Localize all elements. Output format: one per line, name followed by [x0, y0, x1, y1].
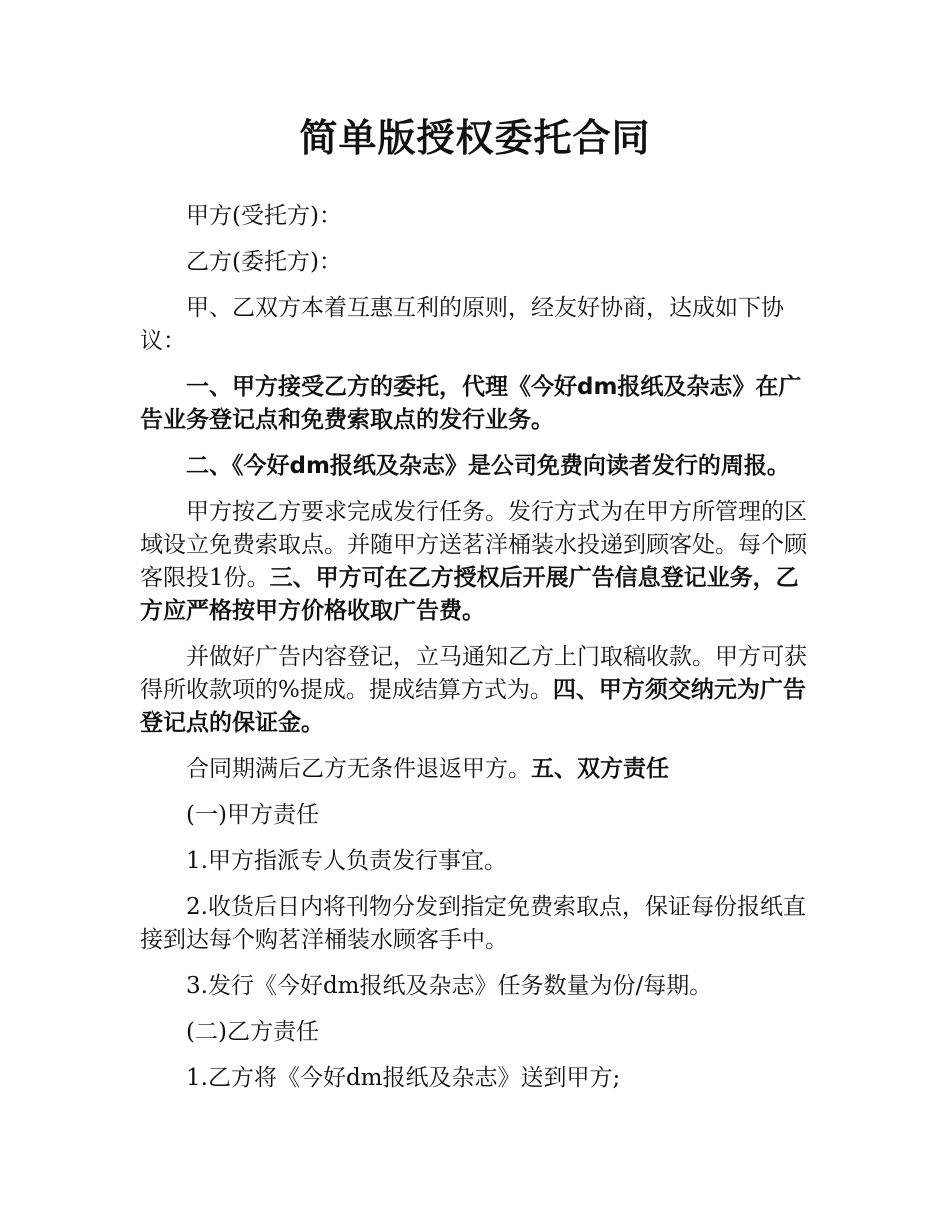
preamble-text: 甲、乙双方本着互惠互利的原则，经友好协商，达成如下协议：: [140, 295, 784, 354]
party-a-duty-3: [140, 970, 820, 1003]
party-b-duties-heading: [140, 1016, 820, 1049]
clause-2-text: 二、《今好dm报纸及杂志》是公司免费向读者发行的周报。: [186, 453, 790, 479]
clause-2-detail-paragraph: [140, 496, 820, 628]
clause-4-heading-text: 四、甲方须交纳元为广告登记点的保证金。: [140, 677, 806, 736]
party-b-text: 乙方(委托方)：: [186, 249, 342, 275]
clause-2-detail-text: 甲方按乙方要求完成发行任务。发行方式为在甲方所管理的区域设立免费索取点。并随甲方送茗洋桶装水投递到顾客处。每个顾客限投1份。: [140, 499, 807, 591]
party-b-duty-1: [140, 1062, 820, 1095]
document-title: 简单版授权委托合同: [299, 116, 651, 160]
party-a-duty-1-text: 1.甲方指派专人负责发行事宜。: [186, 848, 507, 874]
party-a-duty-2-text: 2.收货后日内将刊物分发到指定免费索取点，保证每份报纸直接到达每个购茗洋桶装水顾客手中。: [140, 894, 806, 953]
party-a-duties-heading: [140, 799, 820, 832]
party-a-duty-1: [140, 845, 820, 878]
clause-2-paragraph: [140, 450, 820, 483]
clause-1-paragraph: [140, 371, 820, 437]
clause-5-heading-text: 五、双方责任: [531, 756, 669, 782]
party-a-text: 甲方(受托方)：: [186, 203, 342, 229]
clause-1-text: 一、甲方接受乙方的委托，代理《今好dm报纸及杂志》在广告业务登记点和免费索取点的发行业务。: [140, 374, 802, 433]
clause-3-detail-text: 并做好广告内容登记，立马通知乙方上门取稿收款。甲方可获得所收款项的%提成。提成结算方式为。: [140, 644, 807, 703]
clause-4-detail-text: 合同期满后乙方无条件退返甲方。: [186, 756, 531, 782]
preamble-paragraph: [140, 292, 820, 358]
document-body: [140, 200, 820, 1108]
party-b-duties-heading-text: (二)乙方责任: [186, 1019, 319, 1045]
party-a-duty-3-text: 3.发行《今好dm报纸及杂志》任务数量为份/每期。: [186, 973, 713, 999]
clause-4-detail-paragraph: [140, 753, 820, 786]
party-b-line: [140, 246, 820, 279]
party-a-duty-2: [140, 891, 820, 957]
clause-3-heading-text: 三、甲方可在乙方授权后开展广告信息登记业务，乙方应严格按甲方价格收取广告费。: [140, 565, 799, 624]
party-a-duties-heading-text: (一)甲方责任: [186, 802, 319, 828]
party-a-line: [140, 200, 820, 233]
party-b-duty-1-text: 1.乙方将《今好dm报纸及杂志》送到甲方;: [186, 1065, 621, 1091]
clause-3-detail-paragraph: [140, 641, 820, 740]
